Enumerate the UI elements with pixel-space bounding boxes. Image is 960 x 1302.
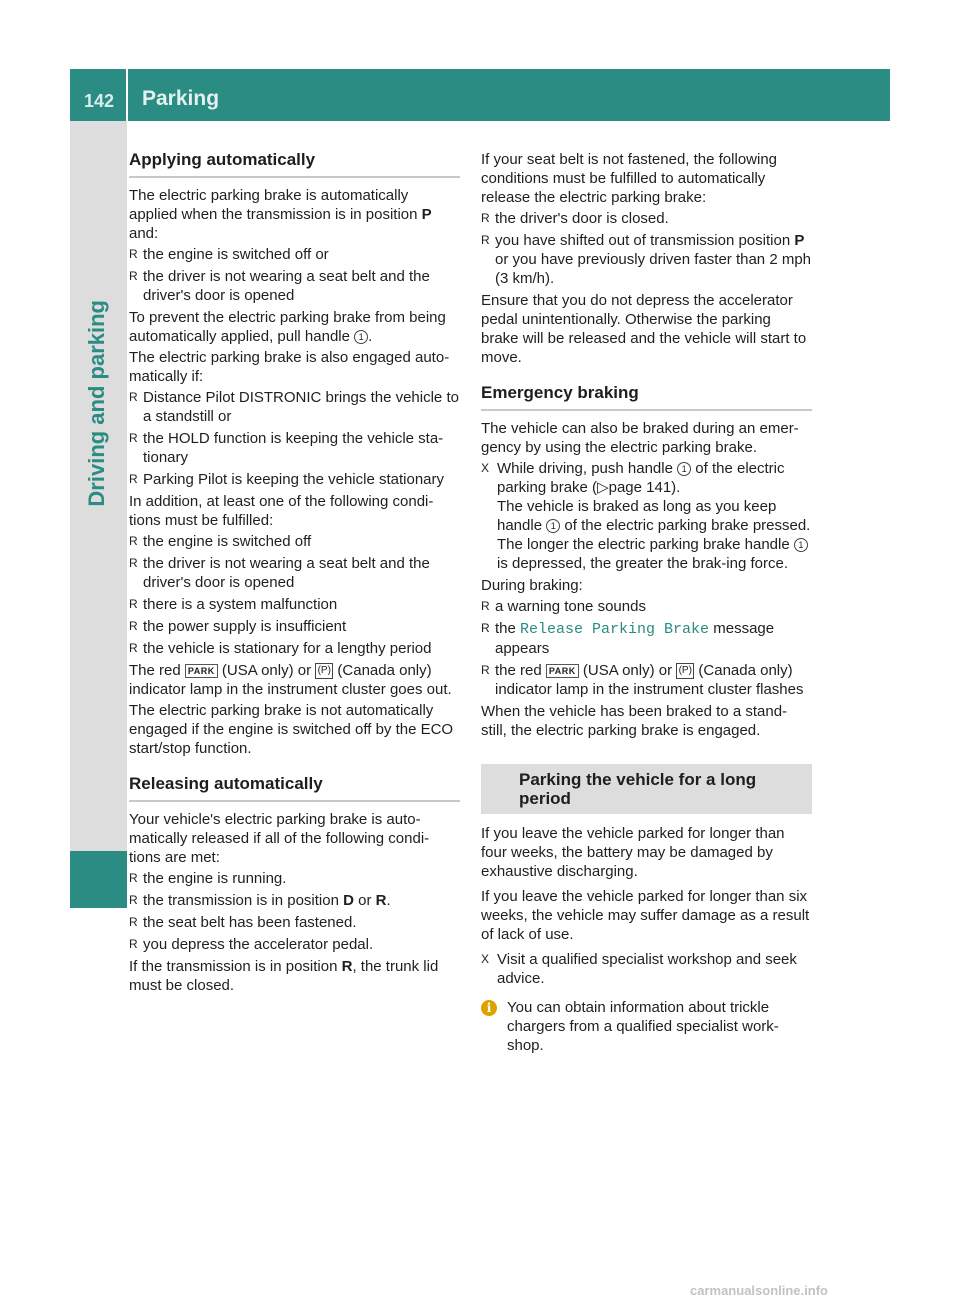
- list-item: R Parking Pilot is keeping the vehicle stationary: [129, 471, 444, 488]
- paragraph: To prevent the electric parking brake from being automatically applied, pull handle 1 .: [129, 309, 446, 345]
- paragraph: Ensure that you do not depress the accelerator pedal unintentionally. Otherwise the parking brake will be released and the vehicle will start to move.: [481, 292, 807, 366]
- section-heading-releasing: Releasing automatically: [129, 774, 460, 802]
- page-header: [70, 69, 890, 121]
- list-item: R you have shifted out of transmission position P or you have previously driven faster than 2 mph (3 km/h).: [481, 232, 812, 287]
- bullet-icon: R: [129, 269, 138, 283]
- side-tab-marker: [70, 851, 127, 908]
- list-item: R the driver's door is closed.: [481, 210, 669, 227]
- list-item: R the seat belt has been fastened.: [129, 914, 357, 931]
- list-item: R the engine is switched off or: [129, 246, 329, 263]
- section-heading-applying: Applying automatically: [129, 150, 460, 178]
- park-lamp-icon: PARK: [546, 664, 579, 678]
- bullet-icon: R: [129, 641, 138, 655]
- list-item: R the driver is not wearing a seat belt and the driver's door is opened: [129, 268, 430, 304]
- list-item: R Distance Pilot DISTRONIC brings the vehicle to a standstill or: [129, 389, 459, 425]
- paragraph: The electric parking brake is also engaged auto-matically if:: [129, 349, 450, 385]
- bullet-icon: R: [481, 599, 490, 613]
- bullet-icon: R: [129, 915, 138, 929]
- action-step: X While driving, push handle 1 of the electric parking brake (▷page 141). The vehicle is braked as long as you keep handle 1 of the electric parking brake pressed. The longer the electric parking brake handle 1 is depressed, the greater the brak-ing force.: [481, 460, 811, 572]
- bullet-icon: R: [129, 871, 138, 885]
- bullet-icon: R: [481, 621, 490, 635]
- list-item: R the engine is switched off: [129, 533, 312, 550]
- page-number: 142: [84, 91, 115, 111]
- paragraph: If you leave the vehicle parked for longer than six weeks, the vehicle may suffer damage as a result of lack of use.: [481, 888, 810, 943]
- bullet-icon: R: [129, 390, 138, 404]
- paragraph: The electric parking brake is automatically applied when the transmission is in position P and:: [129, 187, 432, 242]
- canada-parking-lamp-icon: (P): [676, 663, 694, 679]
- list-item: R the power supply is insufficient: [129, 618, 347, 635]
- bullet-icon: R: [129, 597, 138, 611]
- list-item: R the Release Parking Brake message appears: [481, 620, 775, 657]
- section-heading-emergency: Emergency braking: [481, 383, 812, 411]
- paragraph: If your seat belt is not fastened, the following conditions must be fulfilled to automatically release the electric parking brake:: [481, 151, 778, 206]
- right-column: [481, 150, 812, 1055]
- bullet-icon: R: [129, 472, 138, 486]
- list-item: R the vehicle is stationary for a lengthy period: [129, 640, 432, 657]
- paragraph: During braking:: [481, 577, 583, 594]
- side-tab: [84, 300, 114, 600]
- action-step: X Visit a qualified specialist workshop and seek advice.: [481, 951, 797, 987]
- paragraph: The electric parking brake is not automatically engaged if the engine is switched off by the ECO start/stop function.: [129, 702, 454, 757]
- page-reference-link[interactable]: page 141).: [608, 479, 681, 496]
- side-tab-label: Driving and parking: [84, 300, 109, 507]
- list-item: R the engine is running.: [129, 870, 287, 887]
- paragraph: If the transmission is in position R, the trunk lid must be closed.: [129, 958, 439, 994]
- chapter-title: Parking: [142, 87, 220, 110]
- action-arrow-icon: X: [481, 952, 490, 966]
- list-item: R you depress the accelerator pedal.: [129, 936, 374, 953]
- paragraph: Your vehicle's electric parking brake is auto-matically released if all of the following condi-tions are met:: [129, 811, 430, 866]
- section-banner-long-period: Parking the vehicle for a long period: [481, 764, 812, 814]
- bullet-icon: R: [129, 431, 138, 445]
- paragraph: The red PARK (USA only) or (P) (Canada only) indicator lamp in the instrument cluster goes out.: [129, 662, 452, 698]
- canada-parking-lamp-icon: (P): [315, 663, 333, 679]
- page-ref-icon: ▷: [597, 479, 609, 496]
- bullet-icon: R: [129, 556, 138, 570]
- bullet-icon: R: [129, 937, 138, 951]
- handle-callout-icon: 1: [354, 330, 368, 344]
- bullet-icon: R: [481, 233, 490, 247]
- bullet-icon: R: [481, 663, 490, 677]
- list-item: R there is a system malfunction: [129, 596, 338, 613]
- paragraph: The vehicle can also be braked during an emer-gency by using the electric parking brake.: [481, 420, 799, 456]
- paragraph: If you leave the vehicle parked for longer than four weeks, the battery may be damaged by exhaustive discharging.: [481, 825, 785, 880]
- bullet-icon: R: [129, 619, 138, 633]
- park-lamp-icon: PARK: [185, 664, 218, 678]
- info-icon: i: [481, 1000, 497, 1016]
- handle-callout-icon: 1: [677, 462, 691, 476]
- paragraph: In addition, at least one of the following condi-tions must be fulfilled:: [129, 493, 434, 529]
- action-arrow-icon: X: [481, 461, 490, 475]
- bullet-icon: R: [129, 247, 138, 261]
- list-item: R a warning tone sounds: [481, 598, 646, 615]
- header-divider: [126, 69, 128, 121]
- bullet-icon: R: [129, 534, 138, 548]
- list-item: R the HOLD function is keeping the vehicle sta-tionary: [129, 430, 444, 466]
- display-message: Release Parking Brake: [520, 621, 710, 638]
- bullet-icon: R: [129, 893, 138, 907]
- list-item: R the red PARK (USA only) or (P) (Canada only) indicator lamp in the instrument cluster flashes: [481, 662, 804, 698]
- bullet-icon: R: [481, 211, 490, 225]
- list-item: R the driver is not wearing a seat belt and the driver's door is opened: [129, 555, 430, 591]
- info-note: i You can obtain information about trickle chargers from a qualified specialist work-shop.: [481, 998, 812, 1055]
- handle-callout-icon: 1: [546, 519, 560, 533]
- left-column: [129, 150, 460, 997]
- handle-callout-icon: 1: [794, 538, 808, 552]
- watermark-footer: carmanualsonline.info: [690, 1283, 828, 1298]
- paragraph: When the vehicle has been braked to a stand-still, the electric parking brake is engaged.: [481, 703, 788, 739]
- list-item: R the transmission is in position D or R.: [129, 892, 391, 909]
